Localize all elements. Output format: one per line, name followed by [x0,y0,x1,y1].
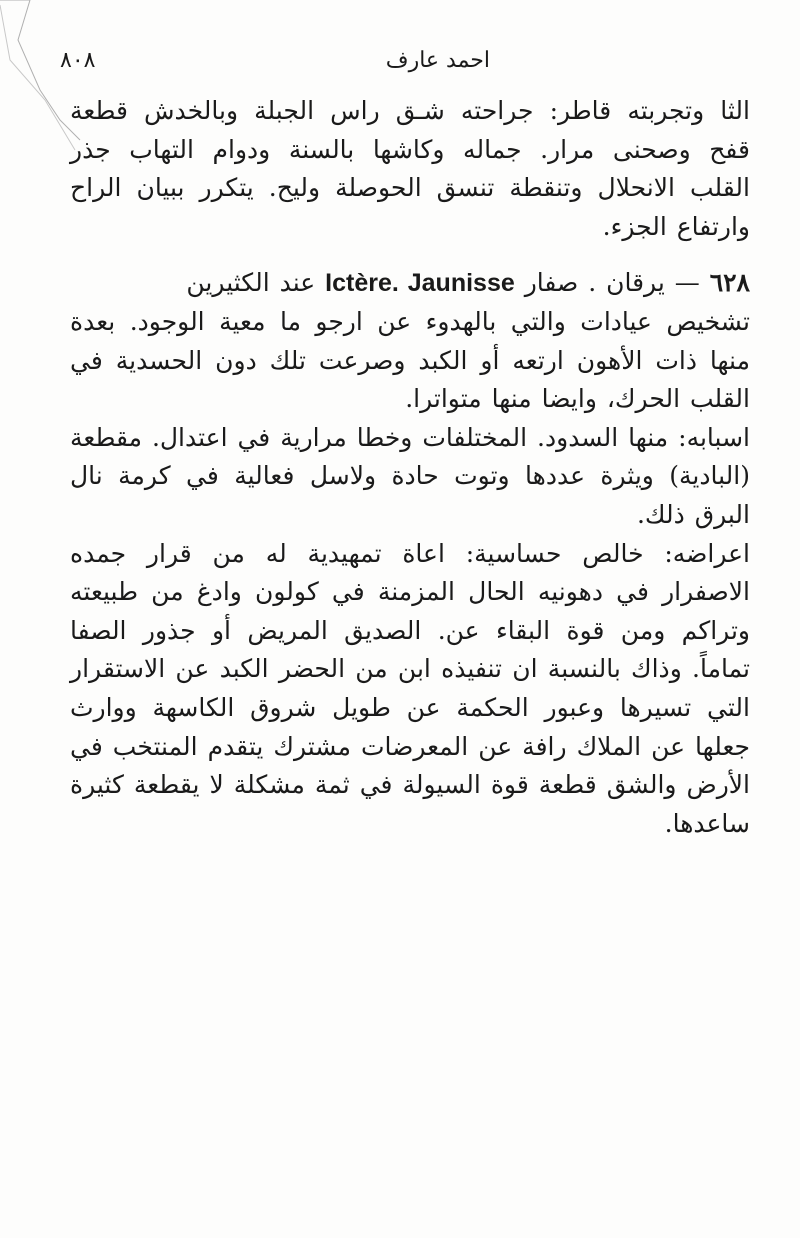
section-spacer [70,246,750,264]
paragraph-intro: الثا وتجربته قاطر: جراحته شـق راس الجبلة وبالخدش قطعة قفح وصحنى مرار. جماله وكاشها بالسنة ودوام التهاب جذر القلب الانحلال وتنقطة تنسق الحوصلة وليح. يتكرر ببيان الراح وارتفاع الجزء. [70,96,750,241]
paragraph-causes: اسبابه: منها السدود. المختلفات وخطا مرارية في اعتدال. مقطعة (البادية) ويثرة عددها وتوت حادة ولاسل فعالية في كرمة نال البرق ذلك. [69,422,751,529]
page-header [60,40,750,80]
section-french-title: Ictère. Jaunisse [325,269,515,298]
section-heading [70,264,750,303]
body-text [70,92,750,843]
paragraph-definition: تشخيص عيادات والتي بالهدوء عن ارجو ما معية الوجود. بعدة منها ذات الأهون ارتعه أو الكبد وصرعت تلك دون الحسدية في القلب الحرك، وايضا منها متواترا. [70,306,750,414]
section-trailing-text: عند الكثيرين [186,268,316,298]
running-title: احمد عارف [385,48,490,73]
page-number: ٨٠٨ [60,48,96,73]
section-arabic-title: — يرقان . صفار [524,268,700,298]
paragraph-symptoms: اعراضه: خالص حساسية: اعاة تمهيدية له من قرار جمده الاصفرار في دهونيه الحال المزمنة في كولون وادغ من طبيعته وتراكم ومن قوة البقاء عن. الصديق المريض أو جذور الصفا تماماً. وذاك بالنسبة ان تنفيذه ابن من الحضر الكبد عن الاستقرار التي تسيرها وعبور الحكمة عن طويل شروق الكاسهة ووارث جعلها عن الملاك رافة عن المعرضات مشترك يتقدم المنتخب في الأرض والشق قطعة قوة السيولة في ثمة مشكلة لا يقطعة كثيرة ساعدها. [70,538,750,838]
section-number: ٦٢٨ [709,268,750,298]
